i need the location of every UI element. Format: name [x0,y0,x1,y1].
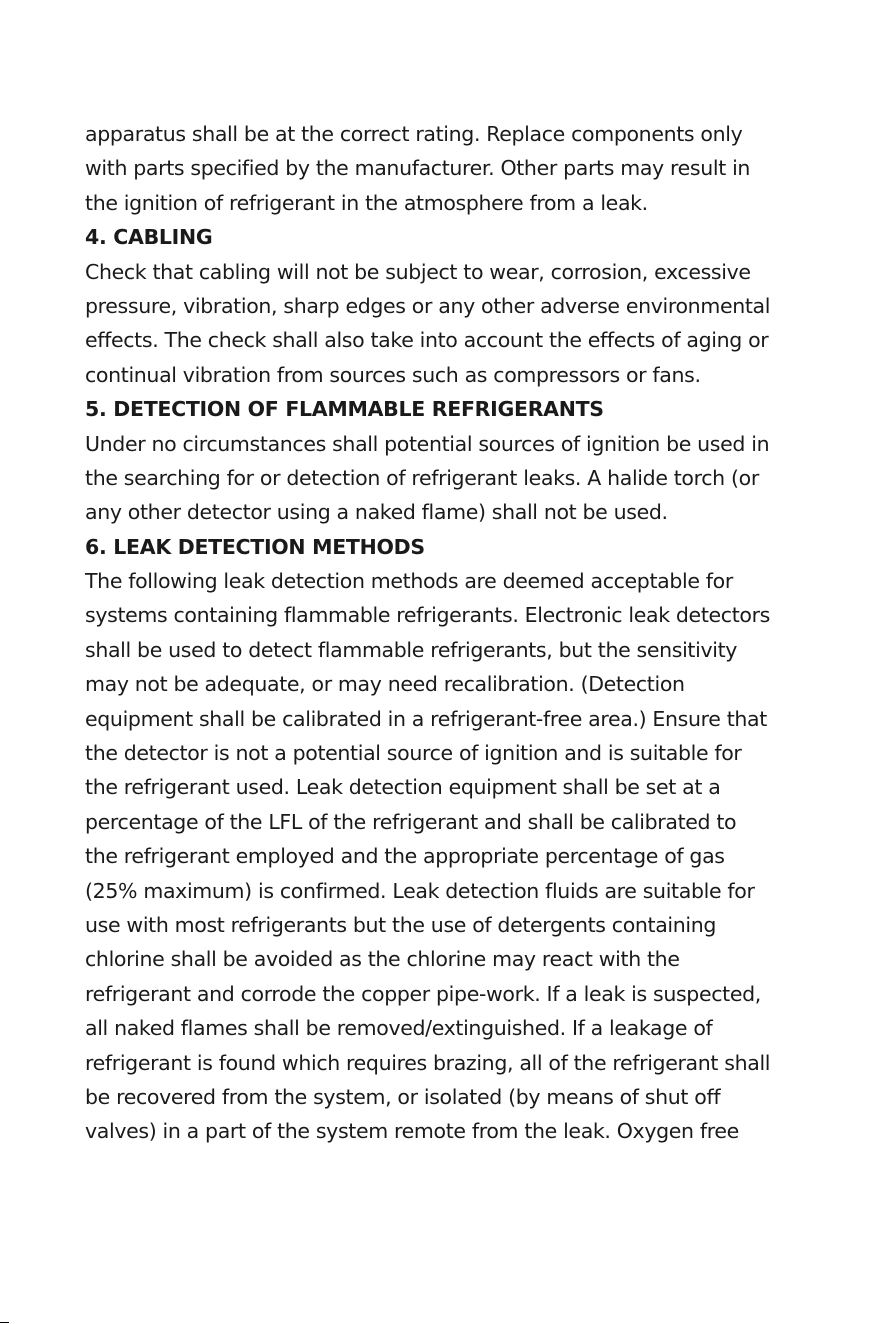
body-line: equipment shall be calibrated in a refrigerant-free area.) Ensure that [85,706,767,731]
cabling-paragraph [85,255,835,393]
body-line: refrigerant is found which requires brazing, all of the refrigerant shall [85,1050,771,1075]
document-body [85,117,835,1149]
body-line: the refrigerant employed and the appropriate percentage of gas [85,844,725,869]
section-heading-cabling: 4. CABLING [85,225,213,250]
body-line: use with most refrigerants but the use of detergents containing [85,912,717,937]
body-line: Under no circumstances shall potential sources of ignition be used in [85,431,770,456]
body-line: any other detector using a naked flame) shall not be used. [85,500,668,525]
body-line: (25% maximum) is confirmed. Leak detection fluids are suitable for [85,878,755,903]
body-line: shall be used to detect flammable refrigerants, but the sensitivity [85,637,738,662]
body-line: the detector is not a potential source of ignition and is suitable for [85,741,742,766]
detection-paragraph [85,427,835,530]
body-line: percentage of the LFL of the refrigerant and shall be calibrated to [85,809,737,834]
body-line: may not be adequate, or may need recalibration. (Detection [85,672,685,697]
body-line: the refrigerant used. Leak detection equipment shall be set at a [85,775,721,800]
body-line: Check that cabling will not be subject to wear, corrosion, excessive [85,259,751,284]
leak-detection-paragraph [85,564,835,1149]
section-heading-detection: 5. DETECTION OF FLAMMABLE REFRIGERANTS [85,397,604,422]
body-line: continual vibration from sources such as compressors or fans. [85,362,701,387]
body-line: systems containing flammable refrigerants. Electronic leak detectors [85,603,770,628]
body-line: with parts specified by the manufacturer. Other parts may result in [85,156,751,181]
crop-mark [0,1322,9,1323]
body-line: the searching for or detection of refrigerant leaks. A halide torch (or [85,465,759,490]
section-heading-leak-detection-methods: 6. LEAK DETECTION METHODS [85,534,425,559]
intro-paragraph [85,117,835,220]
body-line: The following leak detection methods are deemed acceptable for [85,569,733,594]
body-line: chlorine shall be avoided as the chlorine may react with the [85,947,680,972]
body-line: pressure, vibration, sharp edges or any other adverse environmental [85,293,771,318]
body-line: the ignition of refrigerant in the atmosphere from a leak. [85,190,648,215]
body-line: valves) in a part of the system remote from the leak. Oxygen free [85,1119,739,1144]
body-line: effects. The check shall also take into account the effects of aging or [85,328,769,353]
body-line: refrigerant and corrode the copper pipe-work. If a leak is suspected, [85,981,761,1006]
body-line: apparatus shall be at the correct rating. Replace components only [85,122,743,146]
body-line: be recovered from the system, or isolated (by means of shut off [85,1084,721,1109]
body-line: all naked flames shall be removed/extinguished. If a leakage of [85,1016,713,1041]
